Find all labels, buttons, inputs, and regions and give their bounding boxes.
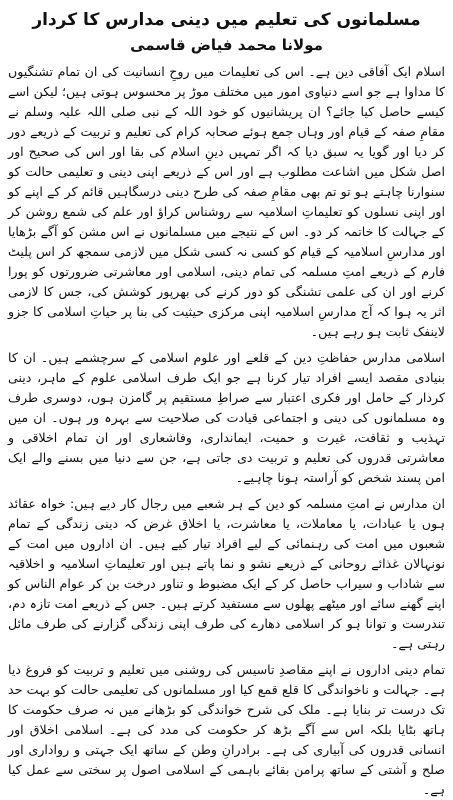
paragraph-4: تمام دینی اداروں نے اپنے مقاصدِ تاسیس کی روشنی میں تعلیم و تربیت کو فروغ دیا ہے۔ جہالت و ناخواندگی کا قلع قمع کیا اور مسلمانوں کی تعلیمی حالت کو بہت حد تک درست تر بنایا ہے۔ ملک کی شرح خواندگی کو بڑھانے میں نہ صرف حکومت کا ہاتھ بٹایا بلکہ اس سے آگے بڑھ کر حکومت کی مدد کی ہے۔ اسلامی اخلاق اور انسانی قدروں کی آبیاری کی ہے۔ برادرانِ وطن کے ساتھ ایک جہتی و رواداری اور صلح و آشتی کے ساتھ پرامن بقائے باہمی کے اسلامی اصول پر سختی سے عمل کیا ہے۔	[8, 662, 445, 797]
paragraph-3: ان مدارس نے امتِ مسلمہ کو دین کے ہر شعبے میں رجال کار دیے ہیں: خواہ عقائد ہوں یا عبادات، یا معاملات، یا معاشرت، یا اخلاق غرض کہ دینی زندگی کے تمام شعبوں میں امت کی رہنمائی کے لیے افراد تیار کیے ہیں۔ ان اداروں میں امت کے نونہالان غذائے روحانی کے ذریعے نشو و نما پاتے ہیں اور تعلیماتِ اسلامیہ و اخلاقیہ سے شاداب و سیراب حاصل کر کے ایک مضبوط و تناور درخت بن کر عوام الناس کو اپنے گھنے سائے اور میٹھے پھلوں سے مستفید کرتے ہیں۔ جس کے ذریعے امت تازہ دم، تندرست و توانا ہو کر اسلامی دھارے کی طرف اپنی زندگی گزارنے کی طرف مائل رہتی ہے۔	[8, 496, 445, 651]
article-author: مولانا محمد فیاض قاسمی	[130, 36, 323, 54]
paragraph-1: اسلام ایک آفاقی دین ہے۔ اس کی تعلیمات میں روحِ انسانیت کی ان تمام تشنگیوں کا مداوا ہے جو اسے دنیاوی امور میں مختلف موڑ پر محسوس ہوتی ہیں؛ لیکن اسے کیسے حاصل کیا جائے؟ ان پریشانیوں کو خود اللہ کے نبی صلی اللہ علیہ وسلم نے مقامِ صفہ کے قیام اور وہاں جمع ہوئے صحابہ کرام کی تعلیم و تربیت کے ذریعے دور کر دیا اور گویا یہ سبق دیا کہ اگر تمہیں دینِ اسلام کی بقا اور اس کی صحیح اور اصل شکل میں اشاعت مطلوب ہے اور اس کے ذریعے اپنی دینی و تعلیمی حالت کو سنوارنا چاہتے ہو تو تم بھی مقامِ صفہ کی طرح دینی درسگاہیں قائم کر کے اپنے کو اور اپنی نسلوں کو تعلیماتِ اسلامیہ سے روشناس کراؤ اور علم کی شمع روشن کر کے جہالت کا خاتمہ کر دو۔ اس کے نتیجے میں مسلمانوں نے اس مشن کو آگے بڑھایا اور مدارسِ اسلامیہ کے قیام کو کسی نہ کسی شکل میں لازمی سمجھ کر اس پلیٹ فارم کے ذریعے امتِ مسلمہ کی تمام دینی، اسلامی اور معاشرتی ضرورتوں کو پورا کرنے اور ان کی علمی تشنگی کو دور کرنے کی بھرپور کوشش کی، جس کا لازمی اثر یہ ہوا کہ آج مدارسِ اسلامیہ اپنی مرکزی حیثیت کی بنا پر حیاتِ اسلامی کا جزو لاینفک ثابت ہو رہے ہیں۔	[8, 64, 445, 339]
paragraph-2: اسلامی مدارس حفاظتِ دین کے قلعے اور علوم اسلامی کے سرچشمے ہیں۔ ان کا بنیادی مقصد ایسے افراد تیار کرنا ہے جو ایک طرف اسلامی علوم کے ماہر، دینی کردار کے حامل اور فکری اعتبار سے صراطِ مستقیم پر گامزن ہوں، دوسری طرف وہ مسلمانوں کی دینی و اجتماعی قیادت کی صلاحیت سے بہرہ ور ہوں۔ ان میں تہذیب و ثقافت، غیرت و حمیت، ایمانداری، وفاشعاری اور ان تمام اخلاقی و معاشرتی قدروں کی تعلیم و تربیت دی جاتی ہے، جن سے دنیا میں بسنے والے ایک امن پسند شخص کو آراستہ ہونا چاہیے۔	[8, 350, 445, 485]
article-title: مسلمانوں کی تعلیم میں دینی مدارس کا کردار	[32, 10, 421, 30]
